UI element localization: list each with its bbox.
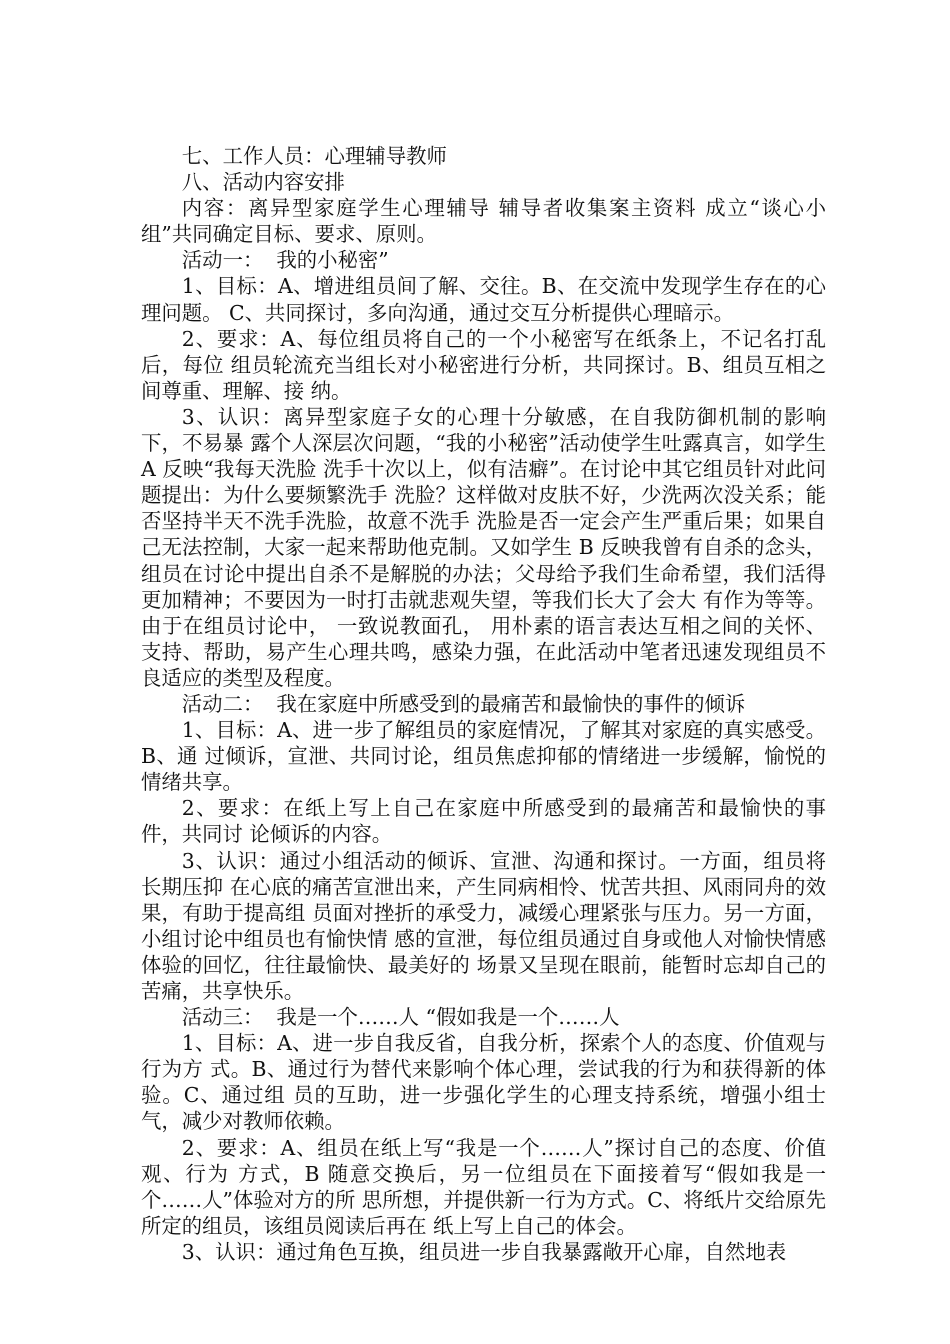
activity-one-title: 活动一： 我的小秘密”: [181, 248, 389, 273]
activity-two-title: 活动二： 我在家庭中所感受到的最痛苦和最愉快的事件的倾诉: [181, 691, 746, 716]
activity-two-goal: 1、目标：A、进一步了解组员的家庭情况，了解其对家庭的真实感受。B、通 过倾诉，宣泄、共同讨论，组员焦虑抑郁的情绪进一步缓解，愉悦的情绪共享。: [141, 718, 826, 795]
activity-one-goal: 1、目标：A、增进组员间了解、交往。B、在交流中发现学生存在的心理问题。 C、共同探讨，多向沟通，通过交互分析提供心理暗示。: [141, 274, 826, 325]
activity-two-requirement: 2、要求：在纸上写上自己在家庭中所感受到的最痛苦和最愉快的事件，共同讨 论倾诉的内容。: [141, 796, 826, 847]
activity-one-reflection: 3、认识：离异型家庭子女的心理十分敏感，在自我防御机制的影响下，不易暴 露个人深层次问题，“我的小秘密”活动使学生吐露真言，如学生 A 反映“我每天洗脸 洗手十次以上，似有洁癖”。在讨论中其它组员针对此问题提出：为什么要频繁洗手 洗脸？这样做对皮肤不好，少洗两次没关系；能否坚持半天不洗手洗脸，故意不洗手 洗脸是否一定会产生严重后果；如果自己无法控制，大家一起来帮助他克制。又如学生 B 反映我曾有自杀的念头，组员在讨论中提出自杀不是解脱的办法；父母给予我们生命希望，我们活得更加精神；不要因为一时打击就悲观失望，等我们长大了会大 有作为等等。 由于在组员讨论中， 一致说教面孔， 用朴素的语言表达互相之间的关怀、支持、帮助，易产生心理共鸣，感染力强，在此活动中笔者迅速发现组员不良适应的类型及程度。: [141, 404, 833, 690]
activity-three-title: 活动三： 我是一个……人 “假如我是一个……人: [181, 1005, 620, 1030]
document-page: [141, 143, 833, 1265]
activity-three-requirement: 2、要求：A、组员在纸上写“我是一个……人”探讨自己的态度、价值观、行为 方式，B 随意交换后，另一位组员在下面接着写“假如我是一个……人”体验对方的所 思所想，并提供新一行为方式。C、将纸片交给原先所定的组员，该组员阅读后再在 纸上写上自己的体会。: [141, 1135, 827, 1238]
activity-one-requirement: 2、要求：A、每位组员将自己的一个小秘密写在纸条上，不记名打乱后，每位 组员轮流充当组长对小秘密进行分析，共同探讨。B、组员互相之间尊重、理解、接 纳。: [141, 326, 826, 403]
activity-three-goal: 1、目标：A、进一步自我反省，自我分析，探索个人的态度、价值观与行为方 式。B、通过行为替代来影响个体心理，尝试我的行为和获得新的体验。C、通过组 员的互助，进一步强化学生的心理支持系统，增强小组士气，减少对教师依赖。: [141, 1031, 826, 1134]
activity-three-reflection: 3、认识：通过角色互换，组员进一步自我暴露敞开心扉，自然地表: [181, 1239, 787, 1264]
section-heading-staff: 七、工作人员：心理辅导教师: [181, 144, 447, 168]
content-paragraph: 内容：离异型家庭学生心理辅导 辅导者收集案主资料 成立“谈心小组”共同确定目标、要求、原则。: [141, 196, 826, 247]
activity-two-reflection: 3、认识：通过小组活动的倾诉、宣泄、沟通和探讨。一方面，组员将长期压抑 在心底的痛苦宣泄出来，产生同病相怜、忧苦共担、风雨同舟的效果，有助于提高组 员面对挫折的承受力，减缓心理紧张与压力。另一方面，小组讨论中组员也有愉快情 感的宣泄，每位组员通过自身或他人对愉快情感体验的回忆，往往最愉快、最美好的 场景又呈现在眼前，能暂时忘却自己的苦痛，共享快乐。: [141, 848, 826, 1003]
section-heading-activities: 八、活动内容安排: [181, 170, 345, 195]
